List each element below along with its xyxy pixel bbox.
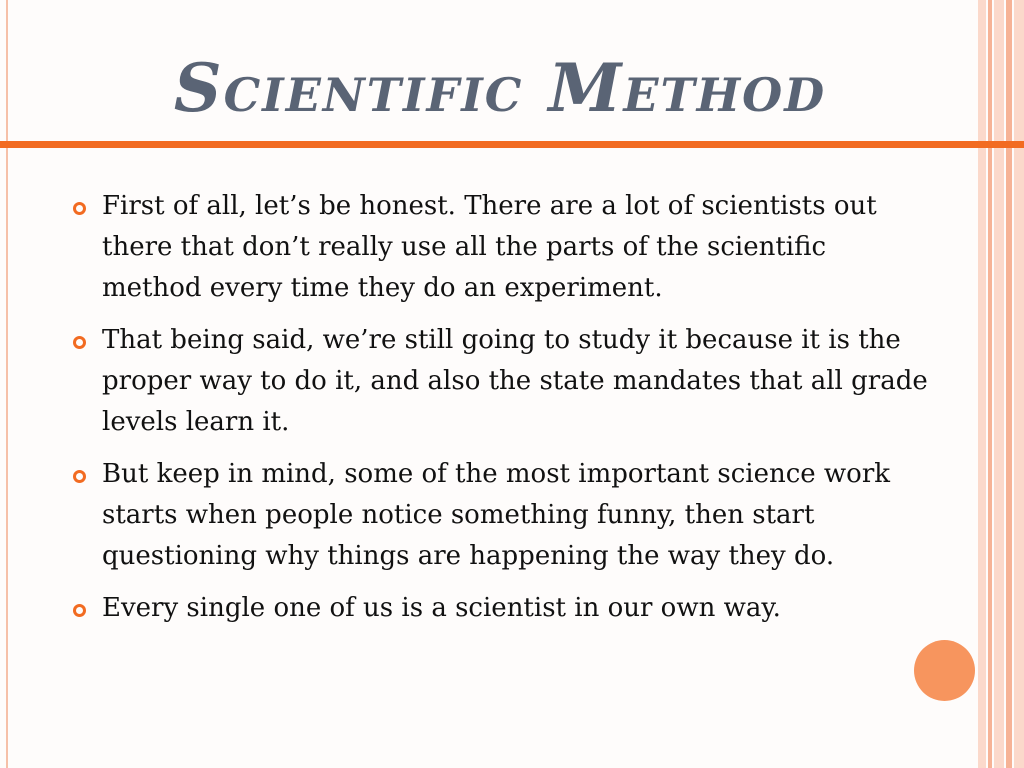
bullet-item [72,320,932,443]
bullet-item [72,588,932,629]
bullet-item [72,454,932,577]
bullet-text: First of all, let’s be honest. There are a lot of scientists out there that don’t really use all the parts of the scientific method every time they do an experiment. [102,191,877,303]
right-decorative-stripe [1014,0,1024,768]
slide-title: Scientific Method [173,49,827,127]
bullet-text: Every single one of us is a scientist in our own way. [102,593,781,623]
bullet-item [72,186,932,309]
bullet-list [72,186,932,640]
bullet-text: But keep in mind, some of the most important science work starts when people notice something funny, then start questioning why things are happening the way they do. [102,459,891,571]
bullet-ring-icon [73,336,86,349]
bullet-ring-icon [73,604,86,617]
bullet-ring-icon [73,202,86,215]
right-decorative-stripe [1006,0,1012,768]
bullet-text: That being said, we’re still going to study it because it is the proper way to do it, and also the state mandates that all grade levels learn it. [102,325,928,437]
bullet-ring-icon [73,470,86,483]
title-underline-rule [0,141,1024,148]
decorative-circle [914,640,975,701]
